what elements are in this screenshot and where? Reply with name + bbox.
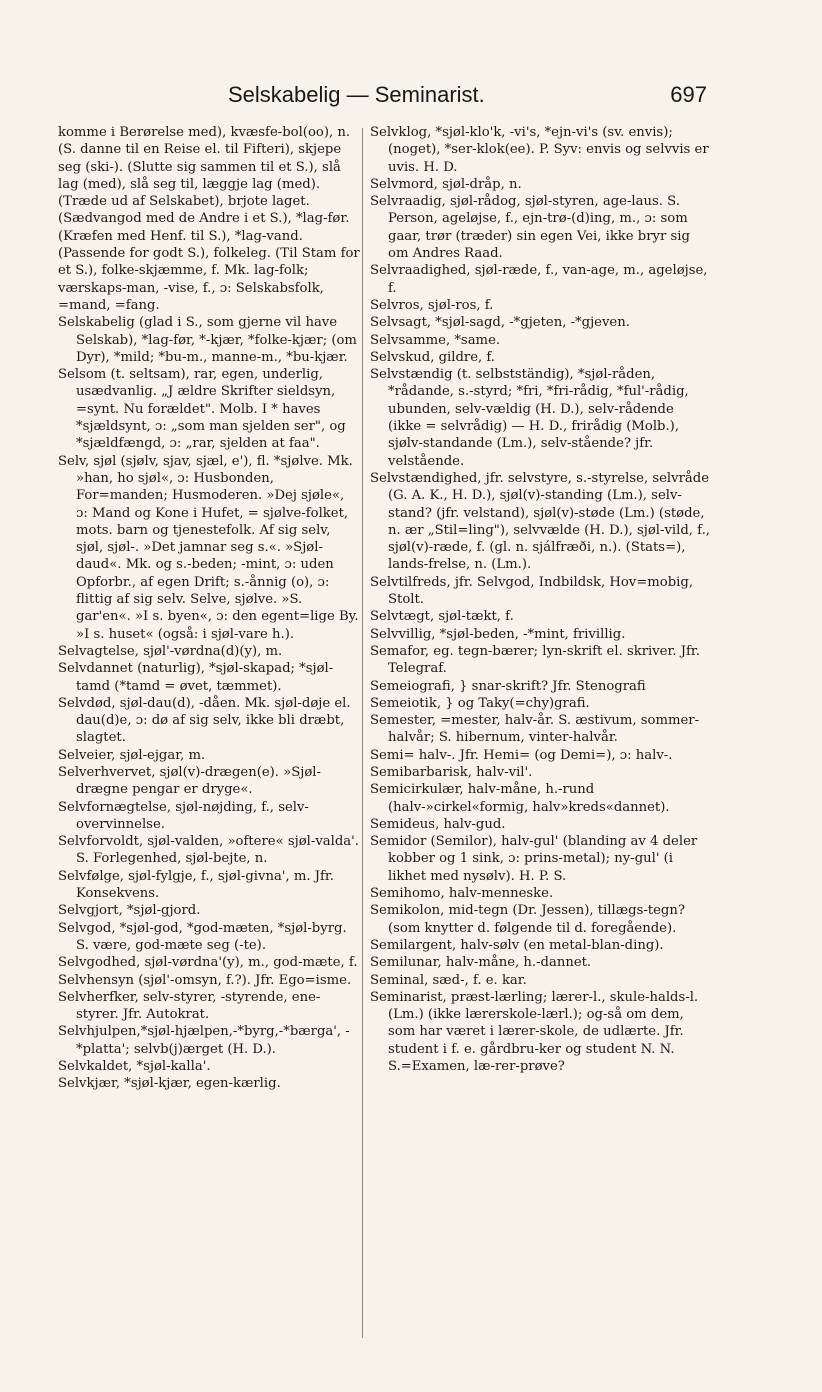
dictionary-entry: Semi= halv-. Jfr. Hemi= (og Demi=), ɔ: halv-. <box>370 747 673 763</box>
dictionary-entry: Semeiografi, } snar-skrift? Jfr. Stenografi <box>370 678 646 694</box>
dictionary-entry: Selvskud, gildre, f. <box>370 349 495 365</box>
page-number: 697 <box>670 82 707 107</box>
left-column <box>58 124 360 1374</box>
dictionary-entry: Semidor (Semilor), halv-gul' (blanding av 4 deler kobber og 1 sink, ɔ: prins-metal); ny-gul' (i likhet med nysølv). H. P. S. <box>370 834 698 884</box>
right-column <box>370 124 710 1374</box>
dictionary-entry: Selvfølge, sjøl-fylgje, f., sjøl-givna', m. Jfr. Konsekvens. <box>58 868 334 902</box>
dictionary-entry: Selvsamme, *same. <box>370 332 501 348</box>
dictionary-entry: Selvstændig (t. selbstständig), *sjøl-råden, *rådande, s.-styrd; *fri, *fri-rådig, *ful'-rådig, ubunden, selv-vældig (H. D.), selv-rådende (ikke = selvrådig) — H. D., frirådig (Molb.), sjølv-standande (Lm.), selv-stående? jfr. velstående. <box>370 367 689 469</box>
dictionary-entry: Selverhvervet, sjøl(v)-drægen(e). »Sjøl-drægne pengar er dryge«. <box>58 764 321 798</box>
column-divider <box>362 128 363 1338</box>
dictionary-entry: Selvmord, sjøl-dråp, n. <box>370 176 522 192</box>
dictionary-entry: Selvherfker, selv-styrer, -styrende, ene-styrer. Jfr. Autokrat. <box>58 989 321 1023</box>
dictionary-entry: Selv, sjøl (sjølv, sjav, sjæl, e'), fl. *sjølve. Mk. »han, ho sjøl«, ɔ: Husbonden, For=manden; Husmoderen. »Dej sjøle«, ɔ: Mand og Kone i Hufet, = sjølve-folket, mots. barn og tjenestefolk. Af sig selv, sjøl, sjøl-. »Det jamnar seg s.«. »Sjøl-daud«. Mk. og s.-beden; -mint, ɔ: uden Opforbr., af egen Drift; s.-ånnig (o), ɔ: flittig af sig selv. Selve, sjølve. »S. gar'en«. »I s. byen«, ɔ: den egent=lige By. »I s. huset« (også: i sjøl-vare h.). <box>58 453 359 642</box>
dictionary-entry: Selvdød, sjøl-dau(d), -dåen. Mk. sjøl-døje el. dau(d)e, ɔ: dø af sig selv, ikke bli dræbt, slagtet. <box>58 695 351 746</box>
dictionary-entry: Selvagtelse, sjøl'-vørdna(d)(y), m. <box>58 643 283 659</box>
dictionary-entry: Selvtægt, sjøl-tækt, f. <box>370 609 514 625</box>
dictionary-entry: Selvhensyn (sjøl'-omsyn, f.?). Jfr. Ego=isme. <box>58 972 352 988</box>
dictionary-entry: Selveier, sjøl-ejgar, m. <box>58 747 206 763</box>
dictionary-entry: Selvdannet (naturlig), *sjøl-skapad; *sjøl-tamd (*tamd = øvet, tæmmet). <box>58 661 334 694</box>
dictionary-entry: Selvgodhed, sjøl-vørdna'(y), m., god-mæte, f. <box>58 955 358 971</box>
dictionary-entry: Selvkaldet, *sjøl-kalla'. <box>58 1059 211 1075</box>
dictionary-entry: Selvkjær, *sjøl-kjær, egen-kærlig. <box>58 1076 281 1092</box>
dictionary-entry: Selvfornægtelse, sjøl-nøjding, f., selv-overvinnelse. <box>58 799 309 832</box>
dictionary-entry: Semihomo, halv-menneske. <box>370 886 554 902</box>
running-header <box>0 82 822 116</box>
dictionary-entry: Semicirkulær, halv-måne, h.-rund (halv-»cirkel«formig, halv»kreds«dannet). <box>370 782 670 815</box>
dictionary-entry: Selvraadighed, sjøl-ræde, f., van-age, m., ageløjse, f. <box>370 263 708 296</box>
dictionary-entry: Semibarbarisk, halv-vil'. <box>370 764 533 780</box>
dictionary-entry: Seminarist, præst-lærling; lærer-l., skule-halds-l. (Lm.) (ikke lærerskole-lærl.); og-så om dem, som har været i lærer-skole, de udlærte. Jfr. student i f. e. gårdbru-ker og student N. N. S.=Examen, læ-rer-prøve? <box>370 989 699 1075</box>
dictionary-entry: Selvtilfreds, jfr. Selvgod, Indbildsk, Hov=mobig, Stolt. <box>370 574 694 608</box>
dictionary-entry: Selvvillig, *sjøl-beden, -*mint, frivillig. <box>370 626 626 642</box>
dictionary-entry: Selskabelig (glad i S., som gjerne vil have Selskab), *lag-før, *-kjær, *folke-kjær; (om Dyr), *mild; *bu-m., manne-m., *bu-kjær. <box>58 315 357 365</box>
dictionary-entry: Selvraadig, sjøl-rådog, sjøl-styren, age-laus. S. Person, ageløjse, f., ejn-trø-(d)ing, m., ɔ: som gaar, trør (træder) sin egen Vei, ikke bryr sig om Andres Raad. <box>370 194 690 262</box>
dictionary-entry: Semeiotik, } og Taky(=chy)grafi. <box>370 695 590 711</box>
dictionary-entry: Semideus, halv-gud. <box>370 816 506 832</box>
dictionary-entry: Selvgod, *sjøl-god, *god-mæten, *sjøl-byrg. S. være, god-mæte seg (-te). <box>58 920 347 953</box>
dictionary-entry: Semafor, eg. tegn-bærer; lyn-skrift el. skriver. Jfr. Telegraf. <box>370 643 700 677</box>
dictionary-entry: Selvklog, *sjøl-klo'k, -vi's, *ejn-vi's (sv. envis); (noget), *ser-klok(ee). P. Syv: envis og selvvis er uvis. H. D. <box>370 125 709 175</box>
dictionary-entry: Selvsagt, *sjøl-sagd, -*gjeten, -*gjeven. <box>370 315 630 331</box>
dictionary-entry: Selvros, sjøl-ros, f. <box>370 297 494 313</box>
dictionary-entry: Semilargent, halv-sølv (en metal-blan-ding). <box>370 937 664 953</box>
dictionary-entry: Seminal, sæd-, f. e. kar. <box>370 972 527 988</box>
running-head-title: Selskabelig — Seminarist. <box>228 82 485 107</box>
dictionary-entry: Semester, =mester, halv-år. S. æstivum, sommer-halvår; S. hibernum, vinter-halvår. <box>370 713 700 746</box>
dictionary-entry: Selvstændighed, jfr. selvstyre, s.-styrelse, selvråde (G. A. K., H. D.), sjøl(v)-standing (Lm.), selv-stand? (jfr. velstand), sjøl(v)-støde (Lm.) (støde, n. ær „Stil=ling"), selvvælde (H. D.), sjøl-vild, f., sjøl(v)-ræde, f. (gl. n. sjálfræði, n.). (Stats=), lands-frelse, n. (Lm.). <box>370 470 710 573</box>
dictionary-entry: Selvforvoldt, sjøl-valden, »oftere« sjøl-valda'. S. Forlegenhed, sjøl-bejte, n. <box>58 834 359 867</box>
dictionary-entry: Semikolon, mid-tegn (Dr. Jessen), tillægs-tegn? (som knytter d. følgende til d. foregående). <box>370 903 685 936</box>
dictionary-entry: Selvgjort, *sjøl-gjord. <box>58 903 201 919</box>
dictionary-entry: Semilunar, halv-måne, h.-dannet. <box>370 955 592 971</box>
dictionary-entry: komme i Berørelse med), kvæsfe-bol(oo), n. (S. danne til en Reise el. til Fifteri), skjepe seg (ski-). (Slutte sig sammen til et S.), slå lag (med), slå seg til, læggje lag (med). (Træde ud af Selskabet), brjote laget. (Sædvangod med de Andre i et S.), *lag-før. (Kræfen med Henf. til S.), *lag-vand. (Passende for godt S.), folkeleg. (Til Stam for et S.), folke-skjæmme, f. Mk. lag-folk; værskaps-man, -vise, f., ɔ: Selskabsfolk, =mand, =fang. <box>58 125 360 313</box>
dictionary-entry: Selsom (t. seltsam), rar, egen, underlig, usædvanlig. „J ældre Skrifter sieldsyn, =synt. Nu forældet". Molb. I * haves *sjældsynt, ɔ: „som man sjelden ser", og *sjældfængd, ɔ: „rar, sjelden at faa". <box>58 367 346 452</box>
dictionary-entry: Selvhjulpen,*sjøl-hjælpen,-*byrg,-*bærga', -*platta'; selvb(j)ærget (H. D.). <box>58 1024 350 1057</box>
